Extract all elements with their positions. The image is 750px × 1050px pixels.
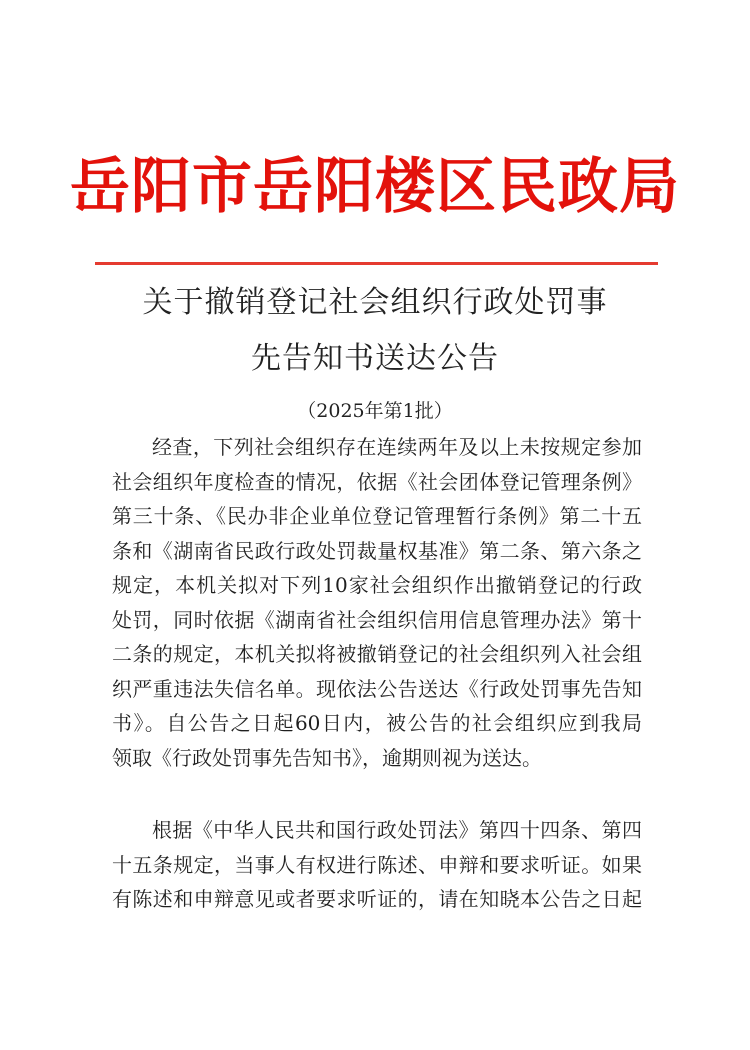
red-divider-line — [95, 262, 658, 265]
paragraph-line: 领取《行政处罚事先告知书》，逾期则视为送达。 — [112, 745, 542, 770]
paragraph-line: 条和《湖南省民政行政处罚裁量权基准》第二条、第六条之 — [112, 538, 642, 563]
paragraph-line: 第三十条、《民办非企业单位登记管理暂行条例》第二十五 — [112, 504, 642, 528]
notice-title-line-2: 先告知书送达公告 — [251, 341, 499, 376]
paragraph-line: 有陈述和申辩意见或者要求听证的，请在知晓本公告之日起 — [112, 887, 642, 911]
paragraph-line: 二条的规定，本机关拟将被撤销登记的社会组织列入社会组 — [112, 642, 642, 666]
paragraph-line: 经查，下列社会组织存在连续两年及以上未按规定参加 — [152, 435, 642, 459]
paragraph-line: 十五条规定，当事人有权进行陈述、申辩和要求听证。如果 — [112, 852, 642, 877]
paragraph-1 — [112, 430, 642, 775]
paragraph-line: 根据《中华人民共和国行政处罚法》第四十四条、第四 — [152, 818, 642, 842]
notice-title-line-1: 关于撤销登记社会组织行政处罚事 — [142, 285, 608, 320]
paragraph-line: 规定，本机关拟对下列10家社会组织作出撤销登记的行政 — [112, 573, 642, 597]
batch-number: （2025年第1批） — [297, 400, 453, 422]
paragraph-2 — [112, 813, 642, 917]
paragraph-line: 社会组织年度检查的情况，依据《社会团体登记管理条例》 — [112, 469, 642, 494]
issuer-heading: 岳阳市岳阳楼区民政局 — [70, 152, 680, 222]
paragraph-line: 处罚，同时依据《湖南省社会组织信用信息管理办法》第十 — [112, 607, 642, 632]
paragraph-line: 书》。自公告之日起60日内，被公告的社会组织应到我局 — [112, 711, 642, 735]
paragraph-line: 织严重违法失信名单。现依法公告送达《行政处罚事先告知 — [112, 676, 642, 701]
